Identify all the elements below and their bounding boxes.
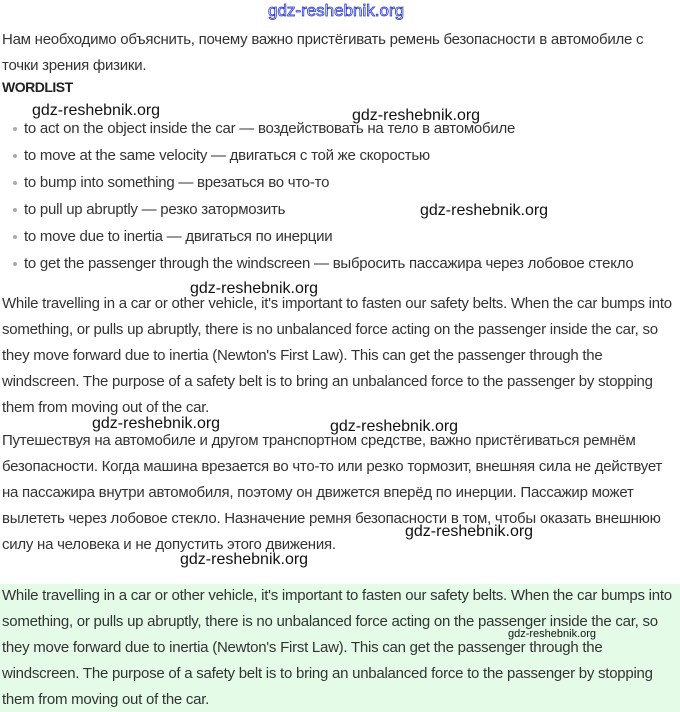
watermark: gdz-reshebnik.org (180, 551, 309, 568)
list-item: to pull up abruptly — резко затормозить (0, 196, 678, 223)
list-item: to move at the same velocity — двигаться с той же скоростью (0, 142, 678, 169)
bullet-icon (13, 181, 17, 185)
wordlist-heading: WORDLIST (2, 79, 73, 95)
watermark: gdz-reshebnik.org (330, 418, 459, 435)
list-item: to get the passenger through the windscreen — выбросить пассажира через лобовое стекло (0, 250, 678, 277)
wordlist (0, 115, 678, 277)
bullet-icon (13, 235, 17, 239)
task-intro: Нам необходимо объяснить, почему важно пристёгивать ремень безопасности в автомобиле с точки зрения физики. (2, 31, 644, 74)
watermark: gdz-reshebnik.org (32, 102, 161, 119)
paragraph-english: While travelling in a car or other vehicle, it's important to fasten our safety belts. When the car bumps into something, or pulls up abruptly, there is no unbalanced force acting on the passenger inside the car, so they move forward due to inertia (Newton's First Law). This can get the passenger through the windscreen. The purpose of a safety belt is to bring an unbalanced force to the passenger by stopping them from moving out of the car. (2, 295, 672, 416)
watermark: gdz-reshebnik.org (420, 202, 549, 219)
watermark: gdz-reshebnik.org (190, 280, 319, 297)
bullet-icon (13, 262, 17, 266)
list-item: to bump into something — врезаться во что-то (0, 169, 678, 196)
list-item: to move due to inertia — двигаться по инерции (0, 223, 678, 250)
bullet-icon (13, 127, 17, 131)
bullet-icon (13, 154, 17, 158)
list-item: to act on the object inside the car — воздействовать на тело в автомобиле (0, 115, 678, 142)
answer-text: While travelling in a car or other vehicle, it's important to fasten our safety belts. When the car bumps into something, or pulls up abruptly, there is no unbalanced force acting on the passenger inside the car, so they move forward due to inertia (Newton's First Law). This can get the passenger through the windscreen. The purpose of a safety belt is to bring an unbalanced force to the passenger by stopping them from moving out of the car. (2, 587, 672, 708)
watermark: gdz-reshebnik.org (92, 415, 221, 432)
watermark: gdz-reshebnik.org (508, 628, 597, 640)
watermark: gdz-reshebnik.org (405, 523, 534, 540)
watermark: gdz-reshebnik.org (352, 107, 481, 124)
answer-block (0, 584, 680, 712)
paragraph-russian: Путешествуя на автомобиле и другом транспортном средстве, важно пристёгиваться ремнём безопасности. Когда машина врезается во что-то или резко тормозит, внешняя сила не действует на пассажира внутри автомобиля, поэтому он движется вперёд по инерции. Пассажир может вылететь через лобовое стекло. Назначение ремня безопасности в том, чтобы оказать внешнюю силу на человека и не допустить этого движения. (2, 432, 663, 553)
watermark: gdz-reshebnik.org (268, 1, 405, 20)
bullet-icon (13, 208, 17, 212)
